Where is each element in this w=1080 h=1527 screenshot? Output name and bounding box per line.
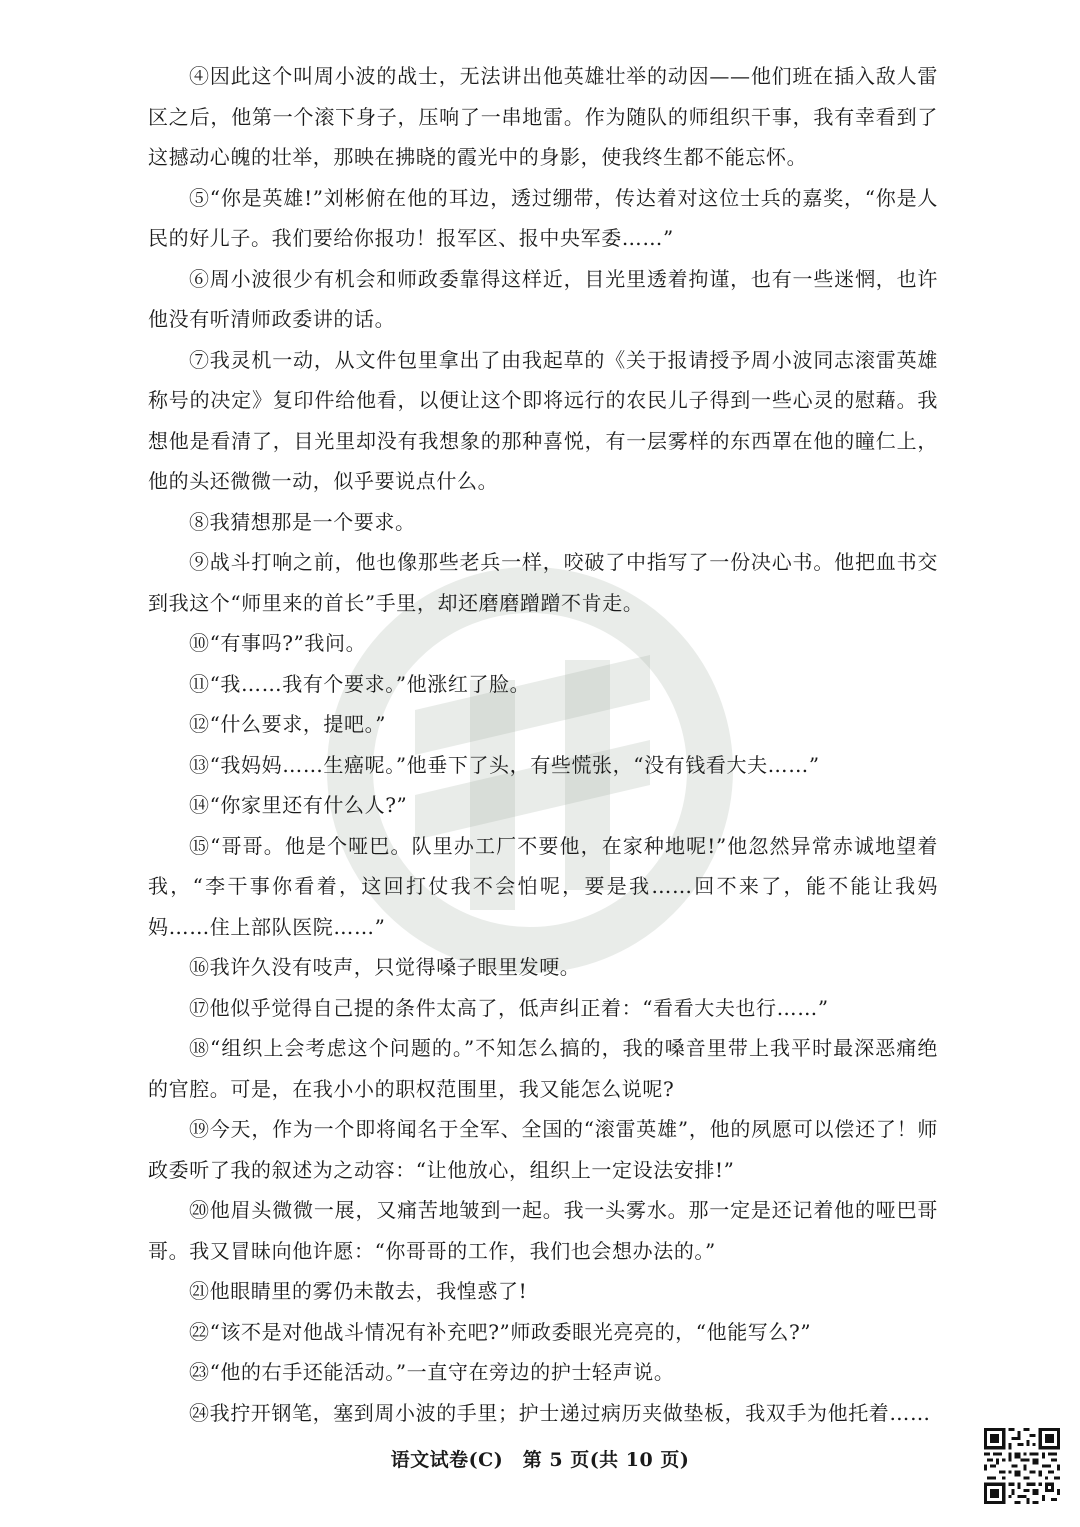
paragraph-16: ⑯我许久没有吱声，只觉得嗓子眼里发哽。: [189, 955, 581, 979]
paragraph-17: ⑰他似乎觉得自己提的条件太高了，低声纠正着：“看看大夫也行……”: [189, 995, 829, 1020]
paragraph-6: ⑥周小波很少有机会和师政委靠得这样近，目光里透着拘谨，也有一些迷惘，也许他没有听清师政委讲的话。: [148, 266, 938, 331]
paragraph-15: ⑮“哥哥。他是个哑巴。队里办工厂不要他，在家种地呢!”他忽然异常赤诚地望着我，“李干事你看着，这回打仗我不会怕呢，要是我……回不来了，能不能让我妈妈……住上部队医院……”: [148, 833, 938, 939]
paragraph-20: ⑳他眉头微微一展，又痛苦地皱到一起。我一头雾水。那一定是还记着他的哑巴哥哥。我又冒昧向他许愿：“你哥哥的工作，我们也会想办法的。”: [148, 1198, 938, 1263]
paragraph-22: ㉒“该不是对他战斗情况有补充吧?”师政委眼光亮亮的，“他能写么?”: [189, 1319, 812, 1344]
paragraph-19: ⑲今天，作为一个即将闻名于全军、全国的“滚雷英雄”，他的夙愿可以偿还了！师政委听了我的叙述为之动容：“让他放心，组织上一定设法安排!”: [148, 1117, 938, 1182]
qr-code-icon: [984, 1428, 1060, 1504]
paragraph-21: ㉑他眼睛里的雾仍未散去，我惶惑了!: [189, 1279, 528, 1303]
paragraph-7: ⑦我灵机一动，从文件包里拿出了由我起草的《关于报请授予周小波同志滚雷英雄称号的决定》复印件给他看，以便让这个即将远行的农民儿子得到一些心灵的慰藉。我想他是看清了，目光里却没有我想象的那种喜悦，有一层雾样的东西罩在他的瞳仁上，他的头还微微一动，似乎要说点什么。: [148, 347, 938, 493]
paragraph-13: ⑬“我妈妈……生癌呢。”他垂下了头，有些慌张，“没有钱看大夫……”: [189, 752, 820, 777]
paragraph-12: ⑫“什么要求，提吧。”: [189, 712, 387, 736]
paragraph-10: ⑩“有事吗?”我问。: [189, 631, 367, 655]
paragraph-4: ④因此这个叫周小波的战士，无法讲出他英雄壮举的动因——他们班在插入敌人雷区之后，他第一个滚下身子，压响了一串地雷。作为随队的师组织干事，我有幸看到了这撼动心魄的壮举，那映在拂晓的霞光中的身影，使我终生都不能忘怀。: [148, 64, 938, 169]
paragraph-24: ㉔我拧开钢笔，塞到周小波的手里；护士递过病历夹做垫板，我双手为他托着……: [189, 1400, 931, 1425]
paragraph-9: ⑨战斗打响之前，他也像那些老兵一样，咬破了中指写了一份决心书。他把血书交到我这个“师里来的首长”手里，却还磨磨蹭蹭不肯走。: [148, 550, 938, 615]
paragraph-14: ⑭“你家里还有什么人?”: [189, 793, 408, 817]
paragraph-18: ⑱“组织上会考虑这个问题的。”不知怎么搞的，我的嗓音里带上我平时最深恶痛绝的官腔。可是，在我小小的职权范围里，我又能怎么说呢?: [148, 1036, 938, 1101]
paragraph-5: ⑤“你是英雄!”刘彬俯在他的耳边，透过绷带，传达着对这位士兵的嘉奖，“你是人民的好儿子。我们要给你报功！报军区、报中央军委……”: [148, 185, 938, 250]
paragraph-8: ⑧我猜想那是一个要求。: [189, 509, 416, 534]
paragraph-23: ㉓“他的右手还能活动。”一直守在旁边的护士轻声说。: [189, 1360, 675, 1384]
article-body: [148, 56, 938, 1433]
paragraph-11: ⑪“我……我有个要求。”他涨红了脸。: [189, 671, 531, 696]
page-footer: 语文试卷(C) 第 5 页(共 10 页): [390, 1449, 690, 1471]
